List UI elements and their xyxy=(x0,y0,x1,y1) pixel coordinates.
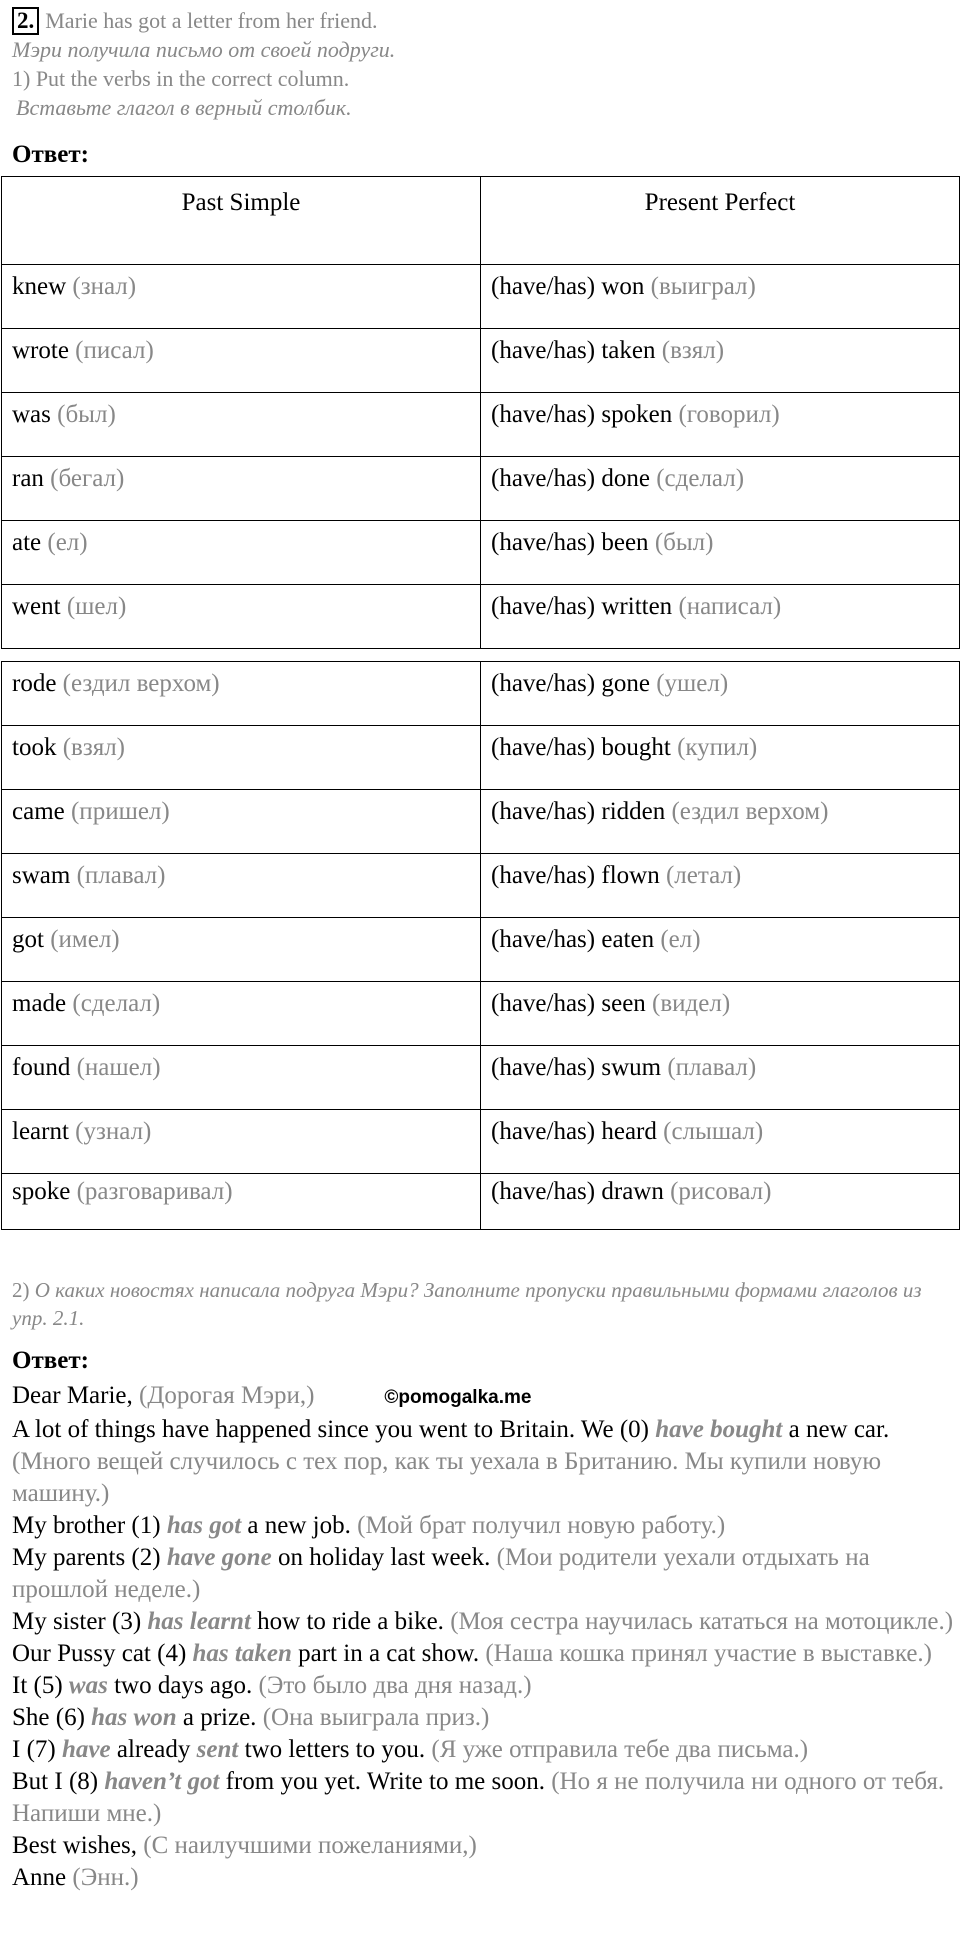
verb-translation: (говорил) xyxy=(672,401,780,428)
present-perfect-cell xyxy=(481,457,960,521)
verb-translation: (пришел) xyxy=(64,798,170,825)
letter-line xyxy=(12,1542,960,1606)
verbs-table-part-1 xyxy=(1,176,960,649)
verb-translation: (ездил верхом) xyxy=(665,798,829,825)
filled-verb: have bought xyxy=(655,1416,783,1443)
verb-translation: (знал) xyxy=(66,273,137,300)
verb-translation: (написал) xyxy=(672,593,782,620)
present-perfect-cell xyxy=(481,1110,960,1174)
present-perfect-cell xyxy=(481,918,960,982)
letter-text-segment: My parents (2) xyxy=(12,1544,167,1571)
translation-text: (Это было два дня назад.) xyxy=(258,1672,532,1699)
translation-text: (Но я не получила ни одного от тебя. Напиши мне.) xyxy=(12,1768,945,1827)
exercise-number: 2. xyxy=(12,7,39,35)
verb-translation: (разговаривал) xyxy=(70,1178,233,1205)
verb-form: (have/has) won xyxy=(491,273,645,300)
task-instruction-en: 1) Put the verbs in the correct column. xyxy=(12,66,350,91)
verb-translation: (выиграл) xyxy=(644,273,756,300)
letter-text-segment: from you yet. Write to me soon. xyxy=(219,1768,552,1795)
past-simple-cell xyxy=(2,790,481,854)
table-row xyxy=(2,329,960,393)
letter-line xyxy=(12,1380,960,1414)
translation-text: (Мои родители уехали отдыхать на прошлой неделе.) xyxy=(12,1544,870,1603)
letter-line xyxy=(12,1830,960,1862)
verb-translation: (взял) xyxy=(56,734,126,761)
verb-form: ate xyxy=(12,529,42,556)
verb-form: (have/has) swum xyxy=(491,1054,662,1081)
past-simple-cell xyxy=(2,521,481,585)
present-perfect-cell xyxy=(481,265,960,329)
verb-form: (have/has) bought xyxy=(491,734,671,761)
letter-line xyxy=(12,1766,960,1830)
table-row xyxy=(2,265,960,329)
verb-translation: (взял) xyxy=(655,337,725,364)
verb-translation: (ездил верхом) xyxy=(56,670,220,697)
letter-text-segment: She (6) xyxy=(12,1704,92,1731)
verb-form: knew xyxy=(12,273,67,300)
table-row xyxy=(2,982,960,1046)
verb-form: went xyxy=(12,593,61,620)
filled-verb: have xyxy=(61,1736,111,1763)
verb-form: made xyxy=(12,990,67,1017)
verb-form: (have/has) spoken xyxy=(491,401,673,428)
verb-form: (have/has) taken xyxy=(491,337,656,364)
present-perfect-cell xyxy=(481,393,960,457)
verb-translation: (плавал) xyxy=(70,862,166,889)
letter-line xyxy=(12,1670,960,1702)
verb-translation: (нашел) xyxy=(70,1054,161,1081)
present-perfect-cell xyxy=(481,982,960,1046)
task-2-number: 2) xyxy=(12,1278,35,1302)
table-row xyxy=(2,918,960,982)
exercise-title-en: Marie has got a letter from her friend. xyxy=(45,8,378,33)
verb-translation: (рисовал) xyxy=(663,1178,772,1205)
letter-text-segment: a new job. xyxy=(241,1512,358,1539)
present-perfect-cell xyxy=(481,1174,960,1230)
past-simple-cell xyxy=(2,1110,481,1174)
past-simple-cell xyxy=(2,329,481,393)
verb-translation: (ушел) xyxy=(649,670,729,697)
exercise-title-line xyxy=(12,6,960,35)
verb-form: swam xyxy=(12,862,71,889)
watermark: ©pomogalka.me xyxy=(384,1387,532,1408)
verb-translation: (шел) xyxy=(60,593,127,620)
letter-text-segment: Dear Marie, xyxy=(12,1382,140,1409)
letter-text-segment: how to ride a bike. xyxy=(250,1608,451,1635)
translation-text: (Много вещей случилось с тех пор, как ты уехала в Британию. Мы купили новую машину.) xyxy=(12,1448,882,1507)
verb-translation: (писал) xyxy=(68,337,154,364)
letter-text-segment: My brother (1) xyxy=(12,1512,167,1539)
translation-text: (Я уже отправила тебе два письма.) xyxy=(431,1736,809,1763)
filled-verb: have gone xyxy=(166,1544,272,1571)
verb-form: (have/has) drawn xyxy=(491,1178,664,1205)
letter-line xyxy=(12,1510,960,1542)
verb-form: (have/has) ridden xyxy=(491,798,666,825)
table-row xyxy=(2,457,960,521)
verb-form: came xyxy=(12,798,65,825)
table-row xyxy=(2,1046,960,1110)
present-perfect-cell xyxy=(481,854,960,918)
letter-text-segment: a prize. xyxy=(176,1704,263,1731)
verbs-table-part-2 xyxy=(1,661,960,1230)
past-simple-cell xyxy=(2,726,481,790)
task-instruction-ru: Вставьте глагол в верный столбик. xyxy=(16,95,352,120)
letter-line xyxy=(12,1638,960,1670)
translation-text: (Мой брат получил новую работу.) xyxy=(357,1512,726,1539)
filled-verb: was xyxy=(68,1672,108,1699)
table-row xyxy=(2,585,960,649)
verb-translation: (ел) xyxy=(654,926,701,953)
translation-text: (Наша кошка принял участие в выставке.) xyxy=(485,1640,933,1667)
verb-form: (have/has) eaten xyxy=(491,926,655,953)
letter-text-segment: part in a cat show. xyxy=(291,1640,486,1667)
task-2-text: О каких новостях написала подруга Мэри? Заполните пропуски правильными формами глаголов из упр. 2.1. xyxy=(12,1278,922,1330)
table-row xyxy=(2,521,960,585)
filled-verb: has got xyxy=(166,1512,242,1539)
letter-text-segment: two days ago. xyxy=(107,1672,259,1699)
present-perfect-cell xyxy=(481,726,960,790)
present-perfect-cell xyxy=(481,790,960,854)
past-simple-cell xyxy=(2,585,481,649)
verb-translation: (слышал) xyxy=(656,1118,764,1145)
letter-text-segment: two letters to you. xyxy=(238,1736,432,1763)
filled-verb: has won xyxy=(91,1704,177,1731)
verb-form: (have/has) flown xyxy=(491,862,660,889)
past-simple-cell xyxy=(2,1174,481,1230)
past-simple-cell xyxy=(2,393,481,457)
past-simple-cell xyxy=(2,1046,481,1110)
past-simple-cell xyxy=(2,265,481,329)
filled-verb: haven’t got xyxy=(104,1768,220,1795)
past-simple-cell xyxy=(2,918,481,982)
verb-form: ran xyxy=(12,465,44,492)
verb-translation: (ел) xyxy=(41,529,88,556)
column-header-past-simple: Past Simple xyxy=(2,177,481,265)
letter-text-segment: A lot of things have happened since you went to Britain. We (0) xyxy=(12,1416,656,1443)
verb-translation: (купил) xyxy=(670,734,758,761)
present-perfect-cell xyxy=(481,521,960,585)
letter-text-segment: My sister (3) xyxy=(12,1608,148,1635)
verb-form: got xyxy=(12,926,44,953)
letter-text-segment: Anne xyxy=(12,1864,73,1891)
letter-text xyxy=(12,1380,960,1894)
letter-text-segment: It (5) xyxy=(12,1672,69,1699)
verb-form: found xyxy=(12,1054,71,1081)
translation-text: (Моя сестра научилась кататься на мотоцикле.) xyxy=(450,1608,954,1635)
column-header-present-perfect: Present Perfect xyxy=(481,177,960,265)
present-perfect-cell xyxy=(481,585,960,649)
letter-text-segment: I (7) xyxy=(12,1736,62,1763)
translation-text: (Дорогая Мэри,) xyxy=(139,1382,315,1409)
letter-line xyxy=(12,1702,960,1734)
translation-text: (Она выиграла приз.) xyxy=(262,1704,490,1731)
filled-verb: has learnt xyxy=(147,1608,251,1635)
letter-line xyxy=(12,1414,960,1510)
table-row xyxy=(2,790,960,854)
letter-text-segment: already xyxy=(110,1736,197,1763)
present-perfect-cell xyxy=(481,1046,960,1110)
verb-form: learnt xyxy=(12,1118,69,1145)
verb-translation: (сделал) xyxy=(66,990,161,1017)
table-row xyxy=(2,393,960,457)
letter-line xyxy=(12,1606,960,1638)
verb-translation: (летал) xyxy=(659,862,742,889)
table-row xyxy=(2,726,960,790)
verb-translation: (был) xyxy=(50,401,116,428)
table-row xyxy=(2,662,960,726)
verb-form: (have/has) been xyxy=(491,529,649,556)
verb-translation: (сделал) xyxy=(649,465,745,492)
verb-translation: (плавал) xyxy=(661,1054,757,1081)
past-simple-cell xyxy=(2,854,481,918)
letter-line xyxy=(12,1734,960,1766)
verb-translation: (бегал) xyxy=(43,465,125,492)
verb-form: (have/has) written xyxy=(491,593,673,620)
table-row xyxy=(2,1110,960,1174)
verb-form: (have/has) seen xyxy=(491,990,646,1017)
filled-verb: has taken xyxy=(192,1640,292,1667)
task-2-instruction xyxy=(12,1276,960,1332)
letter-text-segment: Best wishes, xyxy=(12,1832,144,1859)
verb-translation: (имел) xyxy=(43,926,120,953)
table-header-row xyxy=(2,177,960,265)
letter-text-segment: Our Pussy cat (4) xyxy=(12,1640,193,1667)
letter-text-segment: on holiday last week. xyxy=(271,1544,497,1571)
verb-form: (have/has) gone xyxy=(491,670,650,697)
verb-form: wrote xyxy=(12,337,69,364)
translation-text: (Энн.) xyxy=(72,1864,139,1891)
exercise-header xyxy=(12,6,960,122)
letter-text-segment: But I (8) xyxy=(12,1768,105,1795)
exercise-title-ru: Мэри получила письмо от своей подруги. xyxy=(12,37,396,62)
verb-form: rode xyxy=(12,670,57,697)
verb-translation: (был) xyxy=(648,529,714,556)
present-perfect-cell xyxy=(481,662,960,726)
answer-label: Ответ: xyxy=(12,141,89,168)
verb-form: was xyxy=(12,401,51,428)
letter-text-segment: a new car. xyxy=(782,1416,890,1443)
table-row xyxy=(2,1174,960,1230)
filled-verb: sent xyxy=(196,1736,239,1763)
verb-translation: (видел) xyxy=(645,990,731,1017)
verb-form: took xyxy=(12,734,57,761)
present-perfect-cell xyxy=(481,329,960,393)
translation-text: (С наилучшими пожеланиями,) xyxy=(143,1832,477,1859)
verb-translation: (узнал) xyxy=(68,1118,152,1145)
past-simple-cell xyxy=(2,662,481,726)
verb-form: spoke xyxy=(12,1178,71,1205)
letter-line xyxy=(12,1862,960,1894)
past-simple-cell xyxy=(2,457,481,521)
verb-form: (have/has) heard xyxy=(491,1118,657,1145)
verb-form: (have/has) done xyxy=(491,465,650,492)
past-simple-cell xyxy=(2,982,481,1046)
page xyxy=(12,6,960,1894)
answer-label-2: Ответ: xyxy=(12,1347,89,1374)
table-row xyxy=(2,854,960,918)
